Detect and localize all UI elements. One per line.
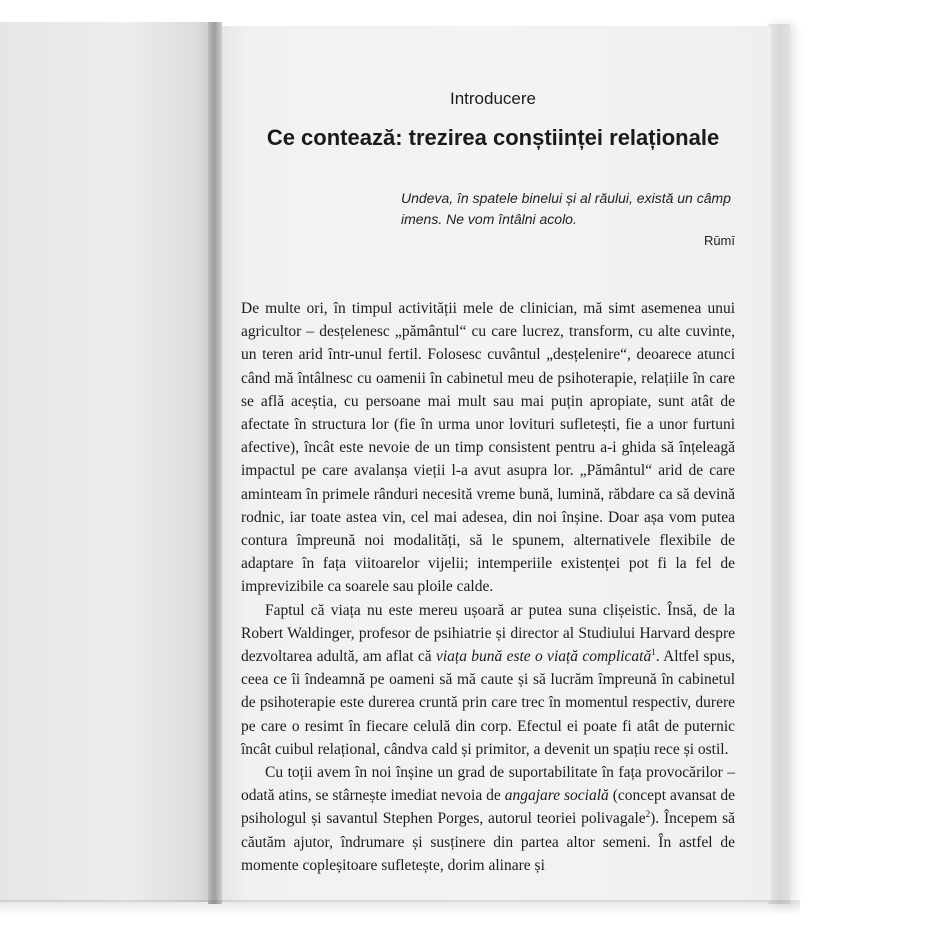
paragraph-3 bbox=[241, 761, 735, 877]
paragraph-3-emphasis: angajare socială bbox=[504, 787, 609, 805]
left-page bbox=[0, 22, 214, 902]
book-gutter bbox=[208, 22, 222, 904]
paragraph-2-emphasis: viața bună este o viață complicată bbox=[435, 648, 652, 666]
chapter-title: Ce contează: trezirea conștiinței relaționale bbox=[266, 125, 720, 150]
page-stack-edge bbox=[768, 24, 790, 904]
epigraph-quote: Undeva, în spatele binelui și al răului, există un câmp imens. Ne vom întâlni acolo. bbox=[401, 190, 731, 227]
footnote-ref-2: 2 bbox=[645, 809, 651, 820]
paragraph-3-text-c: ). Începem să căutăm ajutor, îndrumare și susținere din partea altor semeni. În astfel de momente copleșitoare sufletește, dorim alinare și bbox=[241, 810, 735, 874]
paragraph-1: De multe ori, în timpul activității mele de clinician, mă simt asemenea unui agricultor – desțelenesc „pământul“ cu care lucrez, transform, cu alte cuvinte, un teren arid într-unul fertil. Folosesc cuvântul „desțelenire“, deoarece atunci când mă întâlnesc cu oamenii în cabinetul meu de psihoterapie, relațiile în care se află aceștia, cu persoane mai mult sau mai puțin apropiate, sunt atât de afectate în structura lor (fie în urma unor lovituri sufletești, fie a unor furtuni afective), încât este nevoie de un timp consistent pentru a-i ghida să înțeleagă impactul pe care avalanșa vieții l-a avut asupra lor. „Pământul“ arid de care aminteam în primele rânduri necesită vreme bună, lumină, răbdare ca să devină rodnic, iar toate astea vin, cel mai adesea, din noi înșine. Doar așa vom putea contura împreună noi modalități, să le spunem, alternativele flexibile de adaptare în fața viitoarelor vijelii; intemperiile existenței pot fi la fel de imprevizibile ca soarele sau ploile calde. bbox=[241, 300, 735, 596]
right-page bbox=[215, 26, 771, 902]
paragraph-2-text-a: Faptul că viața nu este mereu ușoară ar putea suna clișeistic. Însă, de la Robert Waldinger, profesor de psihiatrie și director al Studiului Harvard despre dezvoltarea adultă, am aflat că bbox=[241, 601, 735, 666]
body-text bbox=[241, 297, 735, 877]
footnote-ref-1: 1 bbox=[651, 646, 656, 657]
paragraph-3-text-a: Cu toții avem în noi înșine un grad de suportabilitate în fața provocărilor – odată atins, se stârnește imediat nevoia de bbox=[241, 764, 735, 805]
chapter-label: Introducere bbox=[450, 89, 536, 108]
paragraph-2-text-b: . Altfel spus, ceea ce îi îndeamnă pe oameni să mă caute și să lucrăm împreună în cabinetul de psihoterapie este durerea cruntă prin care trec în momentul respectiv, durere pe care o resimt în fiecare celulă din corp. Efectul ei poate fi atât de puternic încât cuibul relațional, cândva cald și primitor, a devenit un spațiu rece și ostil. bbox=[241, 648, 735, 758]
paragraph-3-text-b: (concept avansat de psihologul și savantul Stephen Porges, autorul teoriei polivagale bbox=[241, 787, 736, 828]
book-shadow bbox=[0, 900, 800, 916]
paragraph-2 bbox=[241, 599, 735, 761]
epigraph-author: Rūmī bbox=[703, 233, 735, 248]
